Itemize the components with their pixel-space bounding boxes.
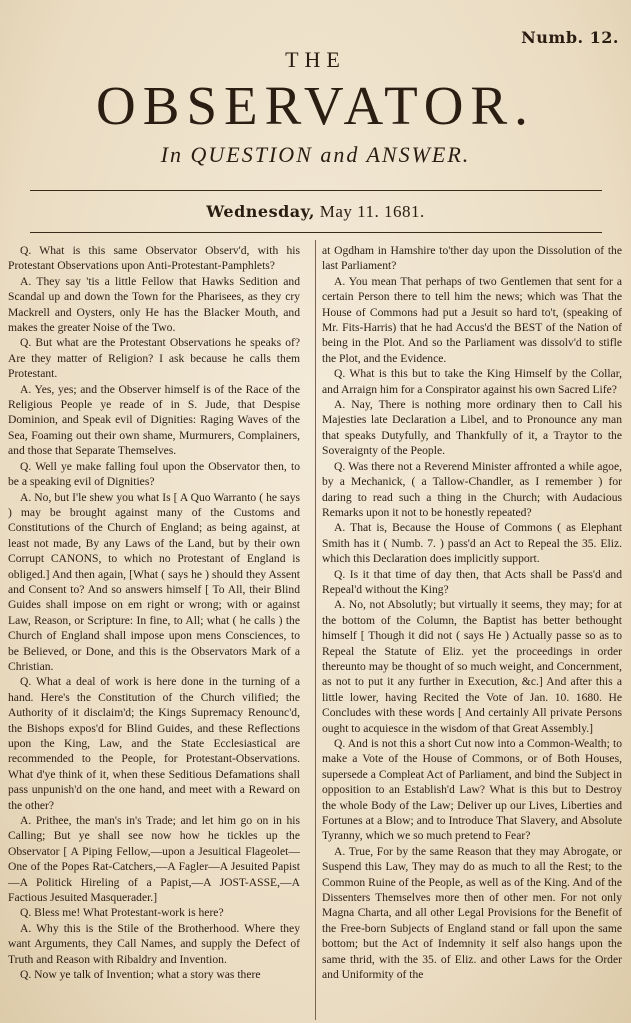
paragraph: A. Yes, yes; and the Observer himself is of the Race of the Religious People ye reade of in S. Jude, that Despise Dominion, and Speak evil of Dignities: Raging Waves of the Sea, Foaming out their own shame, Murmurers, Complainers, and those that Separate Themselves. [8, 382, 300, 458]
paragraph: Q. Was there not a Reverend Minister affronted a while agoe, by a Mechanick, ( a Tallow-Chandler, as I remember ) for daring to read such a thing in the Church; with Audacious Remarks upon it not to be honestly repeated? [322, 459, 622, 519]
paragraph: Q. But what are the Protestant Observations he speaks of? Are they matter of Religion? I ask because he calls them Protestant. [8, 336, 300, 381]
dateline [0, 202, 631, 222]
top-rule [30, 190, 602, 191]
masthead-the: THE [285, 47, 346, 72]
paragraph: at Ogdham in Hamshire to'ther day upon the Dissolution of the last Parliament? [322, 244, 622, 273]
paragraph: Q. Now ye talk of Invention; what a story was there [20, 968, 261, 982]
date-text: May 11. 1681. [319, 202, 425, 221]
paragraph: A. Nay, There is nothing more ordinary then to Call his Majesties late Declaration a Libel, and to Pronounce any man that speaks Dutyfully, and Thankfully of it, a Traytor to the Soveraignty of the People. [322, 398, 622, 458]
paragraph: A. You mean That perhaps of two Gentlemen that sent for a certain Person there to tell him the news; which was That the House of Commons had put a Jesuit so hard to't, (speaking of Mr. Fits-Harris) that he had Accus'd the BEST of the Nation of being in the Plot. And so the Parliament was dissolv'd to stifle the Plot, and the Evidence. [322, 274, 622, 365]
paragraph: Q. And is not this a short Cut now into a Common-Wealth; to make a Vote of the House of Commons, or of Both Houses, supersede a Compleat Act of Parliament, and bind the Subject in opposition to an Establish'd Law? What is this but to Destroy the whole Body of the Law; Deliver up our Lives, Liberties and Fortunes at a Blow; and to Introduce That Slavery, and Absolute Tyranny, which we so much pretend to Fear? [322, 737, 622, 843]
paragraph: Q. What is this but to take the King Himself by the Collar, and Arraign him for a Conspirator against his own Sacred Life? [322, 367, 622, 396]
left-column [8, 243, 300, 983]
paragraph: A. Prithee, the man's in's Trade; and let him go on in his Calling; But ye shall see now how he tickles up the Observator [ A Piping Fellow,—upon a Jesuitical Flageolet—One of the Popes Rat-Catchers,—A Fagler—A Jesuited Papist—A Politick Hireling of a Papist,—A JOST-ASSE,—A Factious Jesuited Masquerader.] [8, 814, 300, 905]
masthead-title: OBSERVATOR. [96, 75, 535, 136]
paragraph: A. No, not Absolutly; but virtually it seems, they may; for at the bottom of the Column, the Baptist has better bethought himself [ Though it did not ( says He ) Actually passe so as to Repeal the Statute of Eliz. yet the proceedings in order thereunto may be thought of so much weight, and Concernment, as not to put it any further in Execution, &c.] And after this a little lower, having Recited the Vote of Jan. 10. 1680. He Concludes with these words [ And certainly All private Persons ought to acquiesce in the wisdom of that Great Assembly.] [322, 598, 622, 735]
paragraph: A. Why this is the Stile of the Brotherhood. Where they want Arguments, they Call Names, and supply the Defect of Truth and Reason with Ribaldry and Invention. [8, 921, 300, 966]
paragraph: Q. What is this same Observator Observ'd, with his Protestant Observations upon Anti-Protestant-Pamphlets? [8, 244, 300, 273]
paragraph: A. No, but I'le shew you what Is [ A Quo Warranto ( he says ) may be brought against many of the Customs and Constitutions of the Church of England; as being against, at least not made, By any Laws of the Land, but by their own Corrupt CANONS, to which no Protestant of England is obliged.] And then again, [What ( says he ) should they Assent and Consent to? And so answers himself [ To All, their Blind Guides shall impose on em right or wrong; with or against Law, Reason, or Scripture: In fine, to All; what ( he calls ) the Church of England shall impose upon mens Consciences, to be Believed, or Done, and this is the Observators Mark of a Christian. [8, 490, 300, 673]
paragraph: A. They say 'tis a little Fellow that Hawks Sedition and Scandal up and down the Town for the Pharisees, as they cry Mackrell and Oysters, only He has the Blacker Mouth, and makes the greater Noise of the Two. [8, 274, 300, 335]
paragraph: A. True, For by the same Reason that they may Abrogate, or Suspend this Law, They may do as much to all the Rest; to the Common Ruine of the People, as well as of the King. And of the Dissenters Themselves more then of other men. For not only Magna Charta, and all other Legal Provisions for the Benefit of the Free-born Subjects of England stand or fall upon the same bottom; but the Act of Indemnity it self also hangs upon the same thrid, with the 35. of Eliz. and other Laws for the Order and Uniformity of the [322, 844, 622, 982]
right-column [322, 243, 622, 983]
date-day: Wednesday, [206, 202, 315, 221]
paragraph: Q. Bless me! What Protestant-work is here? [20, 906, 224, 920]
paragraph: Q. Is it that time of day then, that Acts shall be Pass'd and Repeal'd without the King? [322, 567, 622, 596]
column-divider [315, 240, 316, 1020]
paragraph: Q. Well ye make falling foul upon the Observator then, to be a speaking evil of Dignities? [8, 459, 300, 489]
paragraph: A. That is, Because the House of Commons ( as Elephant Smith has it ( Numb. 7. ) pass'd an Act to Repeal the 35. Eliz. which this Declaration does implicitly support. [322, 521, 622, 566]
issue-number: Numb. 12. [521, 28, 619, 47]
masthead-subtitle: In QUESTION and ANSWER. [160, 142, 471, 167]
bottom-rule [30, 232, 602, 233]
paragraph: Q. What a deal of work is here done in the turning of a hand. Here's the Constitution of the Church vilified; the Authority of it disclaim'd; the Kings Supremacy Renounc'd, the Bishops expos'd for Blind Guides, and these Reflections upon the King, Law, and the State Ecclesiastical are recommended to the People, for Protestant-Observations. What d'ye think of it, when these Seditious Defamations shall pass unpunish'd on the one hand, and meet with a Reward on the other? [8, 675, 300, 812]
